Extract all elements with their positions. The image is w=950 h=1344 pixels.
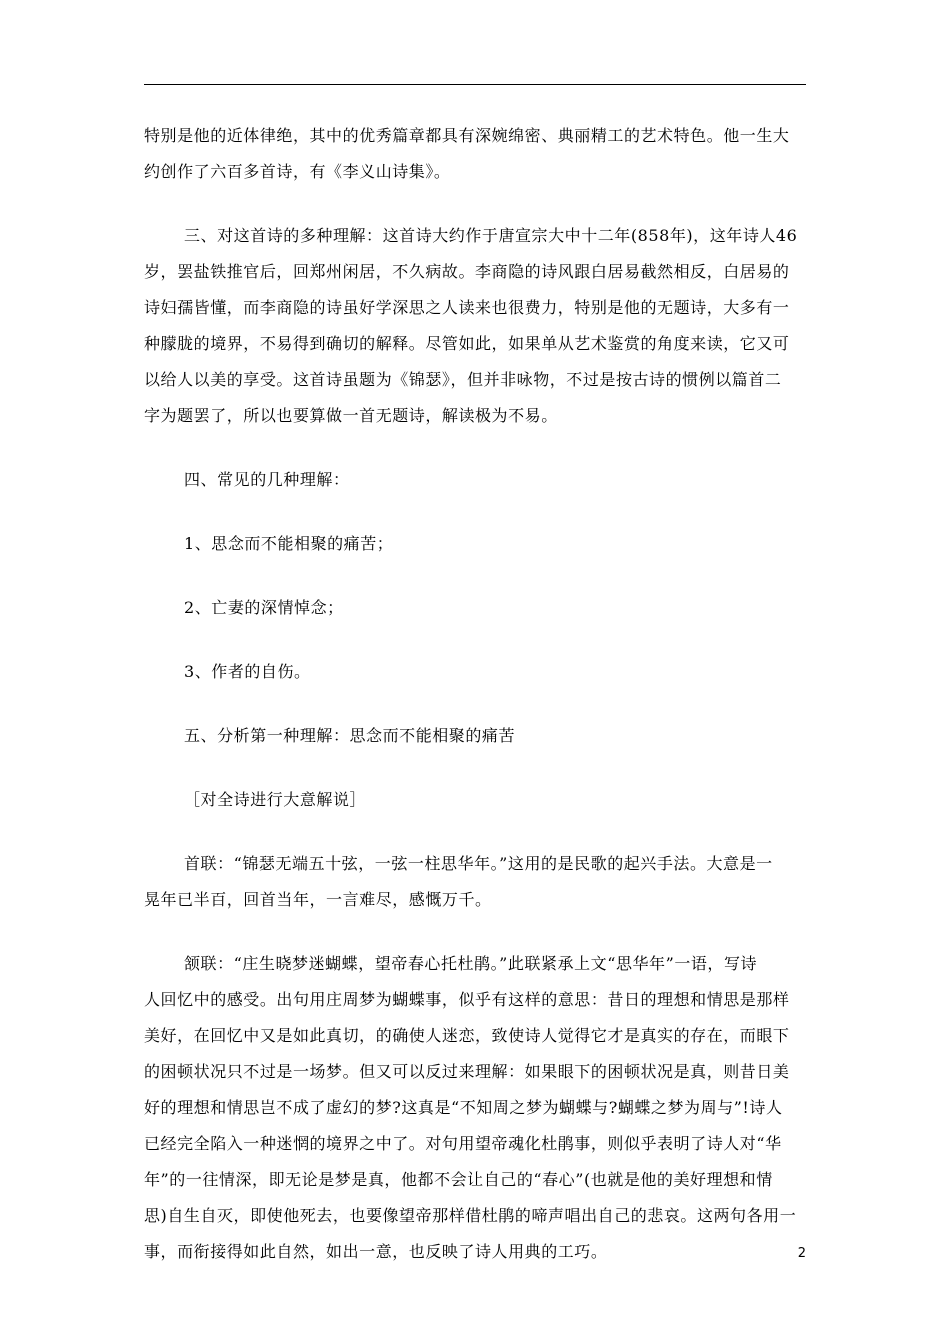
- paragraph-poet-intro-continued: [144, 118, 806, 190]
- text-line: 已经完全陷入一种迷惘的境界之中了。对句用望帝魂化杜鹃事，则似乎表明了诗人对“华: [144, 1134, 782, 1153]
- text-line: 以给人以美的享受。这首诗虽题为《锦瑟》，但并非咏物，不过是按古诗的惯例以篇首二: [144, 370, 782, 389]
- paragraph-section-five-heading: [144, 718, 806, 754]
- page-number: 2: [797, 1246, 806, 1261]
- header-rule: [144, 84, 806, 85]
- paragraph-section-three: [144, 218, 806, 434]
- text-line: 思)自生自灭，即使他死去，也要像望帝那样借杜鹃的啼声唱出自己的悲哀。这两句各用一: [144, 1206, 797, 1225]
- paragraph-bracket-heading: [144, 782, 806, 818]
- text-line: 年”的一往情深，即无论是梦是真，他都不会让自己的“春心”(也就是他的美好理想和情: [144, 1170, 773, 1189]
- text-line: 特别是他的近体律绝，其中的优秀篇章都具有深婉绵密、典丽精工的艺术特色。他一生大: [144, 126, 790, 145]
- text-line: 五、分析第一种理解：思念而不能相聚的痛苦: [184, 726, 516, 745]
- list-item-1: [144, 526, 806, 562]
- text-line: 的困顿状况只不过是一场梦。但又可以反过来理解：如果眼下的困顿状况是真，则昔日美: [144, 1062, 790, 1081]
- text-line: ［对全诗进行大意解说］: [184, 790, 367, 809]
- text-line: 诗妇孺皆懂，而李商隐的诗虽好学深思之人读来也很费力，特别是他的无题诗，大多有一: [144, 298, 790, 317]
- text-line: 四、常见的几种理解：: [184, 470, 350, 489]
- text-line: 三、对这首诗的多种理解：这首诗大约作于唐宣宗大中十二年(858年)，这年诗人46: [184, 226, 798, 245]
- text-line: 种朦胧的境界，不易得到确切的解释。尽管如此，如果单从艺术鉴赏的角度来读，它又可: [144, 334, 790, 353]
- text-line: 约创作了六百多首诗，有《李义山诗集》。: [144, 162, 451, 181]
- text-line: 2、亡妻的深情悼念；: [184, 598, 344, 617]
- list-item-2: [144, 590, 806, 626]
- text-line: 字为题罢了，所以也要算做一首无题诗，解读极为不易。: [144, 406, 558, 425]
- paragraph-first-couplet: [144, 846, 806, 918]
- text-line: 颔联：“庄生晓梦迷蝴蝶，望帝春心托杜鹃。”此联紧承上文“思华年”一语，写诗: [184, 954, 758, 973]
- text-line: 美好，在回忆中又是如此真切，的确使人迷恋，致使诗人觉得它才是真实的存在，而眼下: [144, 1026, 790, 1045]
- text-line: 晃年已半百，回首当年，一言难尽，感慨万千。: [144, 890, 492, 909]
- text-line: 首联：“锦瑟无端五十弦，一弦一柱思华年。”这用的是民歌的起兴手法。大意是一: [184, 854, 773, 873]
- text-line: 好的理想和情思岂不成了虚幻的梦?这真是“不知周之梦为蝴蝶与?蝴蝶之梦为周与”!诗人: [144, 1098, 783, 1117]
- document-body: [144, 118, 806, 1298]
- list-item-3: [144, 654, 806, 690]
- text-line: 岁，罢盐铁推官后，回郑州闲居，不久病故。李商隐的诗风跟白居易截然相反，白居易的: [144, 262, 790, 281]
- paragraph-second-couplet: [144, 946, 806, 1270]
- text-line: 3、作者的自伤。: [184, 662, 311, 681]
- paragraph-section-four-heading: [144, 462, 806, 498]
- text-line: 事，而衔接得如此自然，如出一意，也反映了诗人用典的工巧。: [144, 1242, 608, 1261]
- text-line: 1、思念而不能相聚的痛苦；: [184, 534, 394, 553]
- text-line: 人回忆中的感受。出句用庄周梦为蝴蝶事，似乎有这样的意思：昔日的理想和情思是那样: [144, 990, 790, 1009]
